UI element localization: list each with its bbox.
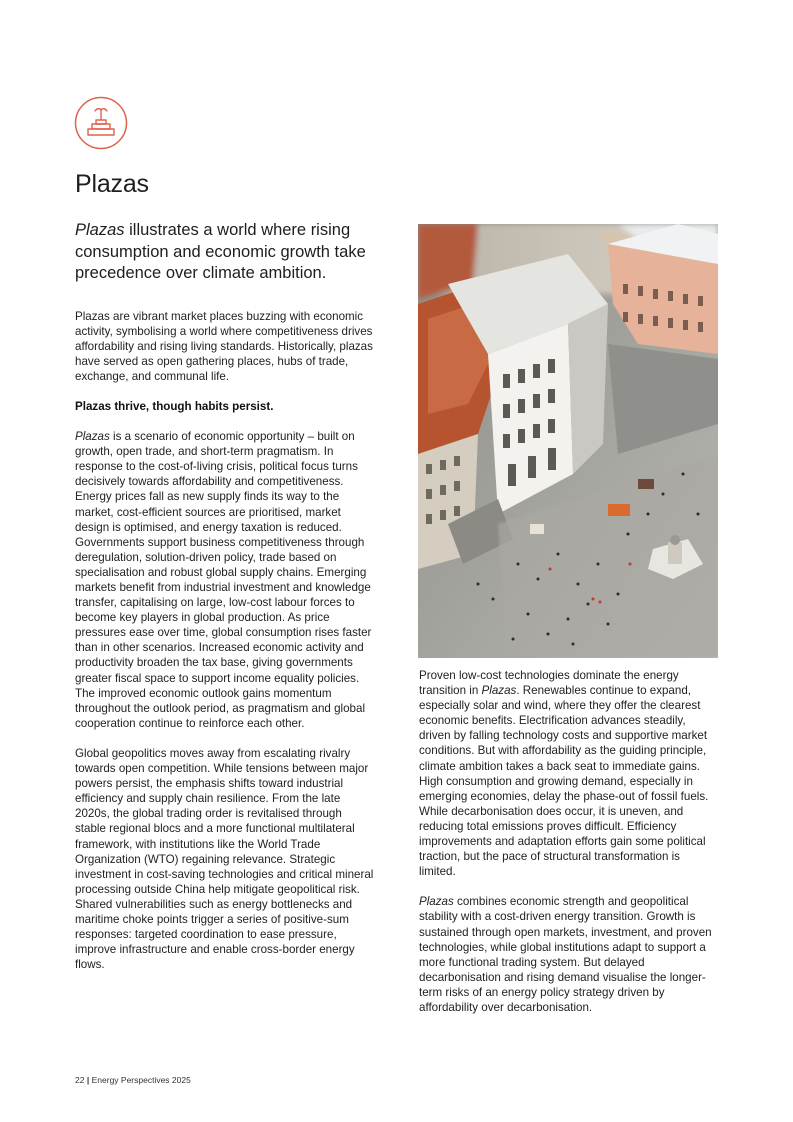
para4-emphasis: Plazas — [419, 895, 454, 909]
section-subheading: Plazas thrive, though habits persist. — [75, 399, 274, 413]
para4-text: combines economic strength and geopolitical stability with a cost-driven energy transition. Growth is sustained through open markets, investment, and proven technologies, while global institutions adapt to support a more functional trading system. But delayed decarbonisation and rising demand visualise the longer-term risks of an energy policy strategy driven by affordability over decarbonisation. — [419, 895, 712, 1014]
body-paragraph-1 — [75, 429, 375, 731]
intro-paragraph: Plazas are vibrant market places buzzing with economic activity, symbolising a world where competitiveness drives affordability and rising living standards. Historically, plazas have served as open gathering places, hubs of trade, exchange, and communal life. — [75, 309, 373, 383]
para1-emphasis: Plazas — [75, 430, 110, 444]
publication-title: Energy Perspectives 2025 — [91, 1075, 191, 1085]
plaza-aerial-photo — [418, 224, 718, 658]
lede-emphasis: Plazas — [75, 221, 125, 239]
body-paragraph-4 — [419, 894, 719, 1015]
left-column — [75, 220, 375, 987]
fountain-icon — [74, 96, 128, 150]
para3-pre: Proven low-cost technologies dominate the energy transition in — [419, 669, 679, 698]
para1-text: is a scenario of economic opportunity – built on growth, open trade, and short-term pragmatism. In response to the cost-of-living crisis, political focus turns decisively towards affordability and competitiveness. Energy prices fall as new supply finds its way to the market, cost-efficient sources are prioritised, market design is optimised, and energy taxation is reduced. Governments support business competitiveness through deregulation, solution-driven policy, trade based on specialisation and robust global supply chains. Emerging markets benefit from industrial investment and knowledge transfer, capitalising on large, low-cost labour forces to become key players in global production. As price pressures ease over time, global consumption rises faster than in other scenarios. Increased economic activity and productivity broaden the tax base, giving governments greater fiscal space to support income equality policies. The improved economic outlook gains momentum throughout the outlook period, as pragmatism and global cooperation continue to reinforce each other. — [75, 430, 372, 730]
lede-text: illustrates a world where rising consumption and economic growth take precedence over climate ambition. — [75, 221, 366, 282]
body-paragraph-3 — [419, 668, 719, 879]
page-footer — [75, 1075, 191, 1085]
footer-separator: | — [86, 1075, 90, 1085]
body-paragraph-2: Global geopolitics moves away from escalating rivalry towards open competition. While tensions between major powers persist, the emphasis shifts toward industrial efficiency and supply chain resilience. From the late 2020s, the global trading order is revitalised through stable regional blocs and a more functional multilateral framework, with institutions like the World Trade Organization (WTO) regaining relevance. Strategic investment in cost-saving technologies and critical mineral processing outside China help mitigate geopolitical risk. Shared vulnerabilities such as energy bottlenecks and maritime choke points trigger a series of positive-sum responses: targeted coordination to ease pressure, improve infrastructure and enable cross-border energy flows. — [75, 746, 374, 972]
page-number: 22 — [75, 1075, 85, 1085]
page-title: Plazas — [75, 170, 149, 198]
para3-text: . Renewables continue to expand, especially solar and wind, where they offer the clearest economic benefits. Electrification advances steadily, driven by falling technology costs and supportive market conditions. But with affordability as the guiding principle, climate ambition takes a back seat to immediate gains. High consumption and growing demand, especially in emerging economies, delay the phase-out of fossil fuels. While decarbonisation does occur, it is uneven, and reducing total emissions proves difficult. Efficiency improvements and adaptation efforts gain some political traction, but the pace of structural transformation is limited. — [419, 684, 709, 879]
para3-emphasis: Plazas — [481, 684, 517, 698]
lede-paragraph — [75, 220, 375, 285]
right-column — [419, 668, 719, 1030]
